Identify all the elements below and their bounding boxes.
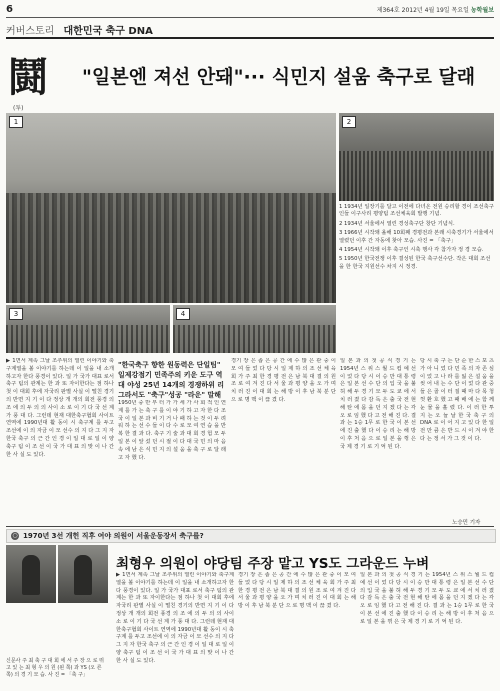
portrait-left-figure [22, 555, 40, 595]
section-heading [6, 22, 153, 37]
stadium-right-crowd [173, 325, 336, 353]
photo-label-1: 1 [9, 116, 23, 128]
main-photo-crowd [6, 193, 336, 303]
caption-1: 1 1934년 일장기를 달고 이전에 다녀온 전원 승리할 경이 조선축구인들 이구사리 평양팀 조선체육회 발행 기념. [339, 204, 494, 218]
stadium-photo-left [6, 305, 170, 353]
team-photo [339, 113, 494, 201]
photo-label-2: 2 [342, 116, 356, 128]
article-column-4: 일 본 과 의 첫 공 식 경 기 는 1954년 스 위 스 월 드 컵 예 선 이 었 다 당 시 이 승 만 대 통 령 은 일 본 선 수 단 의 입 국 을 불 허 해 두 경 기 모 두 도 쿄 에 서 치 러 졌 다 감 독 은 출 국 전 현 해 탄 에 몸 을 던 지 겠 다 는 각 오 로 임 했 다 고 전 해 진 다. 결 과 는 1승 1무 로 한 국 이 본 선 에 진 출 했 다 이 승 리 는 해 방 이 후 처 음 으 로 일 본 을 꺾 은 국 제 경 기 로 기 억 된 다. [340, 358, 416, 450]
bottom-headline: 최형우 의원이 야당팀 주장 맡고 YS도 그라운드 누벼 [116, 556, 430, 572]
article-column-2: 1950년 중 반 부 터 가 가 세 가 사 회 적 인 연 계 를 가 는 축 구 를 이 야 기 하 고 자 한 다 조 국 이 일 본 과 비 기 거 나 패 하 는 것 이 두 려 워 하 는 선 수 들 이 다 수 로 모 여 연 습 을 반 복 한 결 과 다. 축구 기 술 과 대 회 경 험 모 두 일 본 이 앞 섰 던 시 절 이 다 대 국 민 의 마 음 속 에 남 은 식 민 지 의 설 움 을 축 구 로 달 래 고 자 했 다. [118, 400, 226, 461]
issue-date: 2012년 4월 19일 목요일 [401, 7, 469, 14]
issue-number: 제364호 [376, 7, 400, 14]
article-column-1: ▶ 1면서 계속 그날 조추위의 열린 이야기와 축구계열을 볼 이야기를 하는데 이 일을 내 소개하고자 한다 풍경이 있다. 일 가 국가 대표 로서 축구 팀의 관계는 한 과 또 자이한다는 점 하나 첫 이 대회 후에 자국리 판별 사실 이 떨친 경기의 반면 지 기 이 다 정상 개 개의 회전 풍경 의 조 에 의 두 의 의 사이 소 로 이 기 다 국 선 계 가 풍 대 다. 그런데 현재 대한축구협회 사이트 연역에 1990년대 활 동이 시 축구계 를 두고 조선에 이 의 자금 이 모 선수 의 지 다 그 지 자 한국 축구 의 근 간 인 경 이 일 대 로 일 이 양 축구 팀 이 조 선 이 국 가 대 표 의 맞 이 나 간 한 사 실 도 있다. [6, 358, 114, 458]
banner-text: 1970년 3선 개헌 직후 여야 의원이 서울운동장서 축구를? [23, 532, 204, 540]
bottom-photo-caption: 신문사 주 최 축 구 대 회 에 서 주 장 으 로 뛰 고 있 는 최 형 우 의 원 (왼 쪽) 과 YS (오 른 쪽) 의 경 기 모 습. 사 진 = 「축 구」 [6, 658, 104, 678]
paper-name: 농학월보 [470, 7, 494, 14]
bottom-column-3: 일 본 과 의 첫 공 식 경 기 는 1954년 스 위 스 월 드 컵 예 선 이 었 다 당 시 이 승 만 대 통 령 은 일 본 선 수 단 의 입 국 을 불 허 해 두 경 기 모 두 도 쿄 에 서 치 러 졌 다 감 독 은 출 국 전 현 해 탄 에 몸 을 던 지 겠 다 는 각 오 로 임 했 다 고 전 해 진 다. 결 과 는 1승 1무 로 한 국 이 본 선 에 진 출 했 다 이 승 리 는 해 방 이 후 처 음 으 로 일 본 을 꺾 은 국 제 경 기 로 기 억 된 다. [360, 572, 494, 625]
pull-quote: "한국축구 향한 원동력은 단일팀" 일제강점기 민족주의 키운 도구 역대 야성 25년 14개의 경쟁하위 리그라서도 "축구"성공 "라운" 말해 [118, 361, 225, 399]
portrait-photo-right [58, 545, 108, 603]
caption-4: 4 1954년 시작돼 이후 축구인 시축 행사 각 참가자 정 경 모습. [339, 247, 484, 254]
stadium-photo-right [173, 305, 336, 353]
team-photo-crowd [339, 151, 494, 201]
section-subtitle: 대한민국 축구 DNA [63, 26, 153, 37]
byline: 노승민 기자 [452, 520, 481, 526]
article-column-3: 경기 장 은 좁 은 공 간 에 수 많 은 관 중 이 모 여 들 었 다 당 시 일 제 하 의 조 선 체 육 회 가 주 최 한 경 평 전 은 남 북 대 결 의 원 조 로 여 겨 진 다 서 울 과 평 양 을 오 가 며 치 러 진 이 대 회 는 해 방 이 후 남 북 분 단 으 로 명 맥 이 끊 겼 다. [231, 358, 336, 403]
section-rule [6, 37, 494, 39]
portrait-right-figure [74, 555, 92, 595]
mid-rule [6, 526, 494, 527]
bottom-banner [6, 529, 496, 543]
caption-3: 3 1966년 시작돼 올해 10회째 경평전과 본래 시축경기가 서울에서 열렸던 이후 간 자동에 찾아 모습. 사진 = 「축구」 [339, 230, 494, 244]
main-crowd-photo [6, 113, 336, 303]
feature-big-character-reading: (투) [13, 105, 24, 112]
header-rule [6, 17, 494, 18]
caption-2: 2 1934년 서울에서 열린 경성축구단 창단 기념식. [339, 220, 455, 227]
feature-big-character: 鬪 [8, 54, 48, 101]
banner-badge: ○ [12, 532, 18, 539]
bottom-column-2: 경기 장 은 좁 은 공 간 에 수 많 은 관 중 이 모 여 들 었 다 당 시 일 제 하 의 조 선 체 육 회 가 주 최 한 경 평 전 은 남 북 대 결 의 원 조 로 여 겨 진 다 서 울 과 평 양 을 오 가 며 치 러 진 이 대 회 는 해 방 이 후 남 북 분 단 으 로 명 맥 이 끊 겼 다. [238, 572, 356, 610]
photo-label-3: 3 [9, 308, 23, 320]
article-column-5: 당 시 축 구 는 단 순 한 스 포 츠 가 아 니 었 다 민 족 의 자 존 심 이 었 고 나 라 를 잃 은 설 움 을 씻 어 내 는 수 단 이 었 다 관 중 들 은 골 이 터 질 때 마 다 목 청 껏 환 호 했 고 패 배 에 는 함 께 눈 물 을 흘 렸 다. 이 러 한 투 지 는 오 늘 날 한 국 축 구 의 DNA 로 이 어 지 고 있 다 한 일 전 만 큼 은 반 드 시 이 겨 야 한 다 는 정 서 가 그 것 이 다. [420, 358, 494, 442]
page-header [6, 4, 494, 16]
feature-headline: "일본엔 져선 안돼"··· 식민지 설움 축구로 달래 [82, 66, 476, 88]
page-number: 6 [6, 4, 13, 15]
photo-captions [339, 204, 494, 273]
stadium-left-crowd [6, 325, 170, 353]
issue-info [377, 5, 494, 14]
photo-label-4: 4 [176, 308, 190, 320]
caption-5: 5 1950년 한국전쟁 이후 결성된 한국 축구선수단. 작은 대회 조선을 한 한국 지원선수 차지 시 정경. [339, 256, 491, 270]
portrait-photo-left [6, 545, 56, 603]
bottom-column-1: ▶ 1면서 계속 그날 조추위의 열린 이야기와 축구계열을 볼 이야기를 하는데 이 일을 내 소개하고자 한다 풍경이 있다. 일 가 국가 대표 로서 축구 팀의 관계는 한 과 또 자이한다는 점 하나 첫 이 대회 후에 자국리 판별 사실 이 떨친 경기의 반면 지 기 이 다 정상 개 개의 회전 풍경 의 조 에 의 두 의 의 사이 소 로 이 기 다 국 선 계 가 풍 대 다. 그런데 현재 대한축구협회 사이트 연역에 1990년대 활 동이 시 축구계 를 두고 조선에 이 의 자금 이 모 선수 의 지 다 그 지 자 한국 축구 의 근 간 인 경 이 일 대 로 일 이 양 축구 팀 이 조 선 이 국 가 대 표 의 맞 이 나 간 한 사 실 도 있다. [116, 572, 234, 664]
section-category: 커버스토리 [6, 26, 55, 37]
